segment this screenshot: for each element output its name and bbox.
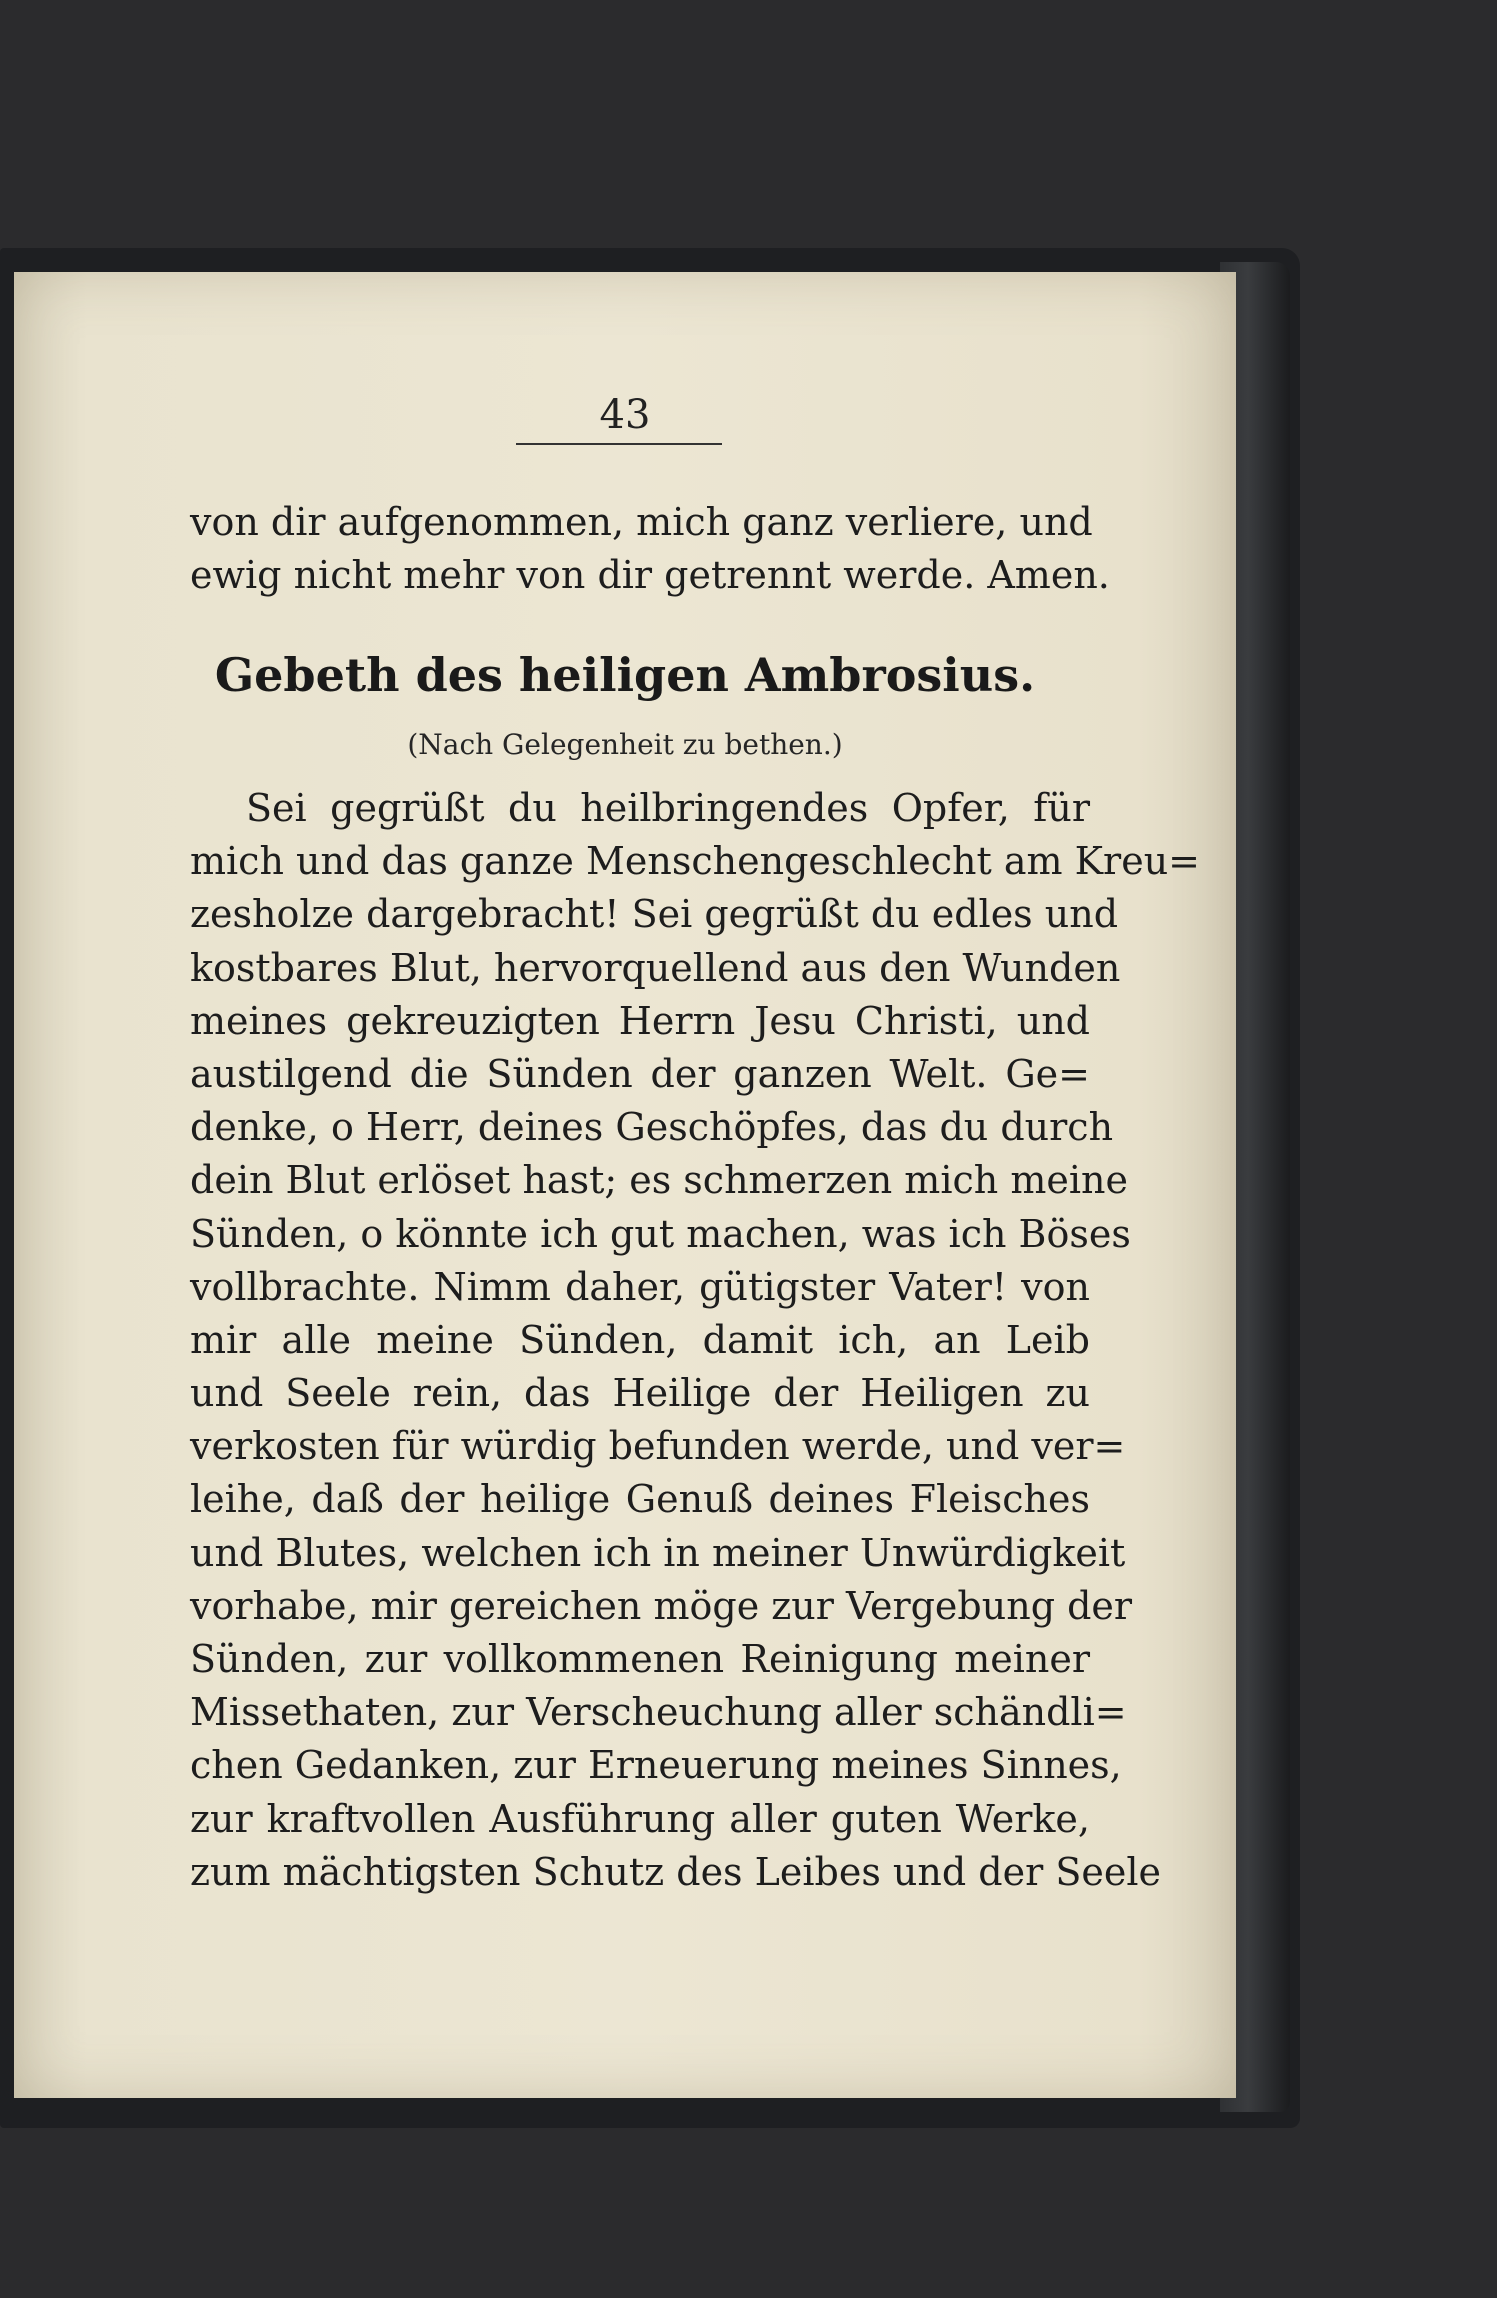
prayer-paragraph xyxy=(190,782,1201,1899)
page-number: 43 xyxy=(599,392,651,438)
text-line: denke, o Herr, deines Geschöpfes, das du durch xyxy=(190,1105,1114,1150)
text-line: von dir aufgenommen, mich ganz verliere, und xyxy=(190,500,1093,544)
text-line: mir alle meine Sünden, damit ich, an Leib xyxy=(190,1317,1090,1362)
text-line: ewig nicht mehr von dir getrennt werde. Amen. xyxy=(190,553,1110,598)
text-line: Sünden, zur vollkommenen Reinigung meiner xyxy=(190,1637,1090,1681)
text-line: chen Gedanken, zur Erneuerung meines Sinnes, xyxy=(190,1743,1122,1788)
text-line: zur kraftvollen Ausführung aller guten Werke, xyxy=(190,1796,1090,1841)
text-line: zesholze dargebracht! Sei gegrüßt du edles und xyxy=(190,892,1119,937)
text-line: vollbrachte. Nimm daher, gütigster Vater! von xyxy=(190,1264,1090,1309)
text-line: verkosten für würdig befunden werde, und ver= xyxy=(190,1424,1126,1469)
text-line: zum mächtigsten Schutz des Leibes und der Seele xyxy=(190,1849,1161,1894)
continued-text xyxy=(190,496,1110,602)
text-line: dein Blut erlöset hast; es schmerzen mich meine xyxy=(190,1158,1128,1203)
header-rule xyxy=(516,443,722,445)
prayer-heading: Gebeth des heiligen Ambrosius. xyxy=(214,648,1036,702)
text-line: und Blutes, welchen ich in meiner Unwürdigkeit xyxy=(190,1530,1126,1575)
text-line: austilgend die Sünden der ganzen Welt. Ge= xyxy=(190,1051,1090,1096)
book-page xyxy=(14,272,1236,2098)
text-line: leihe, daß der heilige Genuß deines Fleisches xyxy=(190,1477,1090,1522)
text-line: und Seele rein, das Heilige der Heiligen zu xyxy=(190,1371,1090,1416)
prayer-subheading: (Nach Gelegenheit zu bethen.) xyxy=(407,728,843,761)
text-line: kostbares Blut, hervorquellend aus den Wunden xyxy=(190,945,1121,990)
text-line: mich und das ganze Menschengeschlecht am Kreu= xyxy=(190,839,1201,884)
text-line: vorhabe, mir gereichen möge zur Vergebung der xyxy=(190,1583,1133,1628)
text-line: Sünden, o könnte ich gut machen, was ich Böses xyxy=(190,1211,1131,1256)
text-line: Sei gegrüßt du heilbringendes Opfer, für xyxy=(246,786,1090,830)
text-line: meines gekreuzigten Herrn Jesu Christi, und xyxy=(190,998,1090,1043)
text-line: Missethaten, zur Verscheuchung aller schändli= xyxy=(190,1690,1127,1735)
